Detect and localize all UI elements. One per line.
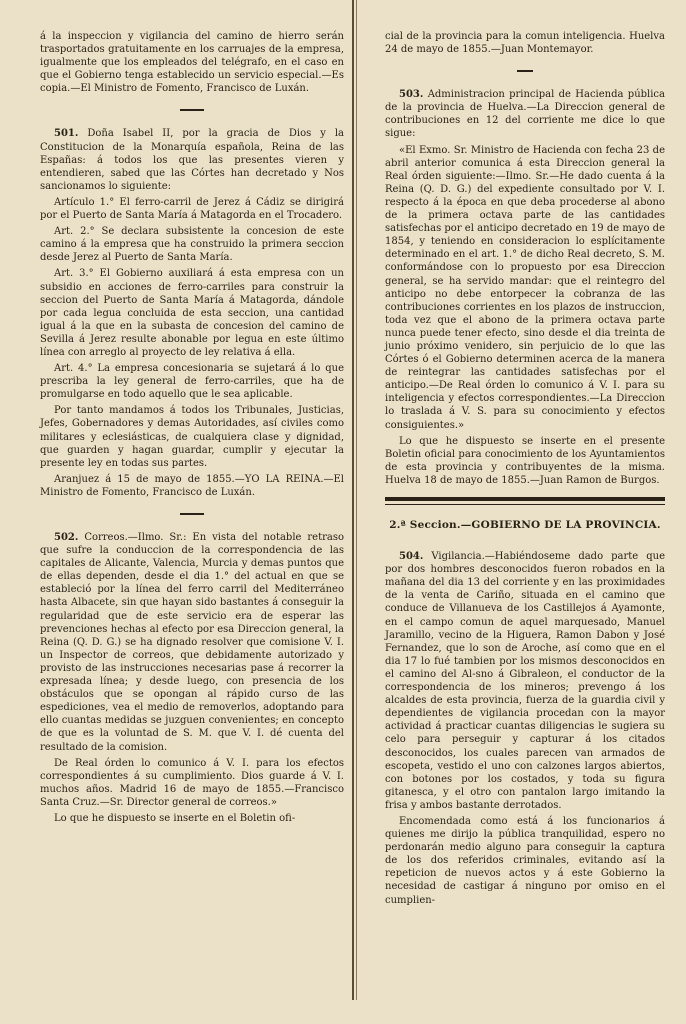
- article-number: 502.: [54, 532, 79, 543]
- paragraph: Lo que he dispuesto se inserte en el Boletin ofi-: [54, 812, 296, 824]
- section-heading: 2.ª Seccion.—GOBIERNO DE LA PROVINCIA.: [389, 519, 661, 531]
- column-divider-thin: [356, 0, 357, 1000]
- paragraph-text: Vigilancia.—Habiéndoseme dado parte que por dos hombres desconocidos fueron robados en la mañana del dia 13 del corriente y en las proximidades de la venta de Cariño, situada en el camino que conduce de Villanueva de los Castillejos á Ayamonte, en el campo comun de aquel marquesado, Manuel Jaramillo, vecino de la Higuera, Ramon Dabon y José Fernandez, que lo son de Aroche, así como que en el dia 17 lo fué tambien por los mismos desconocidos en el camino del Al-sno á Gibraleon, el conductor de la correspondencia de los mineros; prevengo á los alcaldes de esta provincia, fuerza de la guardia civil y dependientes de vigilancia procedan con la mayor actividad á practicar cuantas diligencias le sugiera su celo para perseguir y capturar á los citados desconocidos, los cuales parecen van armados de escopeta, vestido el uno con calzones largos abiertos, con botones por los costados, y toda su figura gitanesca, y el otro con pantalon largo imitando la frisa y ambos bastante derrotados.: [385, 551, 665, 811]
- right-column: [385, 30, 665, 910]
- paragraph: Art. 2.° Se declara subsistente la concesion de este camino á la empresa que ha construido la primera seccion desde Jerez al Puerto de Santa María.: [40, 226, 344, 264]
- paragraph: Art. 3.° El Gobierno auxiliará á esta empresa con un subsidio en acciones de ferro-carriles para construir la seccion del Puerto de Santa María á Matagorda, dándole por cada legua concluida de esta seccion, una cantidad igual á la que en la subasta de concesion del camino de Sevilla á Jerez resulte abonable por legua en este último línea con arreglo al proyecto de ley relativa á ella.: [40, 268, 344, 358]
- section-rule: [385, 497, 665, 501]
- paragraph: Art. 4.° La empresa concesionaria se sujetará á lo que prescriba la ley general de ferro-carriles, que ha de promulgarse en todo aquello que le sea aplicable.: [40, 363, 344, 401]
- paragraph: Por tanto mandamos á todos los Tribunales, Justicias, Jefes, Gobernadores y demas Autoridades, así civiles como militares y eclesiásticas, de cualquiera clase y dignidad, que guarden y hagan guardar, cumplir y ejecutar la presente ley en todas sus partes.: [40, 405, 344, 469]
- paragraph: [385, 88, 665, 140]
- paragraph-text: Doña Isabel II, por la gracia de Dios y la Constitucion de la Monarquía española, Reina de las Españas: á todos los que las presentes vieren y entendieren, sabed que las Córtes han decretado y Nos sancionamos lo siguiente:: [40, 128, 344, 192]
- paragraph: cial de la provincia para la comun inteligencia. Huelva 24 de mayo de 1855.—Juan Montemayor.: [385, 31, 665, 56]
- section-rule-thin: [385, 504, 665, 505]
- left-column: [40, 30, 344, 828]
- separator: [517, 70, 533, 72]
- paragraph: [40, 127, 344, 192]
- paragraph: Artículo 1.° El ferro-carril de Jerez á Cádiz se dirigirá por el Puerto de Santa María á Matagorda en el Trocadero.: [40, 196, 344, 222]
- article-number: 501.: [54, 128, 79, 140]
- article-number: 503.: [399, 89, 424, 101]
- paragraph: Lo que he dispuesto se inserte en el presente Boletin oficial para conocimiento de los Ayuntamientos de esta provincia y contribuyentes de la misma. Huelva 18 de mayo de 1855.—Juan Ramon de Burgos.: [385, 435, 665, 486]
- article-number: 504.: [399, 551, 424, 563]
- column-divider: [352, 0, 354, 1000]
- separator: [180, 109, 204, 111]
- paragraph: [385, 550, 665, 812]
- paragraph-text: Correos.—Ilmo. Sr.: En vista del notable retraso que sufre la conduccion de la correspondencia de las capitales de Alicante, Valencia, Murcia y demas puntos que de ellas dependen, desde el dia 1.° del actual en que se estableció por la línea del ferro carril del Mediterráneo hasta Albacete, sin que hayan sido bastantes á conseguir la regularidad que de este servicio era de esperar las prevenciones hechas al efecto por esa Direccion general, la Reina (Q. D. G.) se ha dignado resolver que comisione V. I. un Inspector de correos, que debidamente autorizado y provisto de las instrucciones necesarias pase á recorrer la expresada línea; y desde luego, con presencia de los obstáculos que se opongan al rápido curso de las espediciones, vea el medio de removerlos, adoptando para ello cuantas medidas se juzguen convenientes; en concepto de que es la voluntad de S. M. que V. I. dé cuenta del resultado de la comision.: [40, 532, 344, 753]
- paragraph: «El Exmo. Sr. Ministro de Hacienda con fecha 23 de abril anterior comunica á esta Direccion general la Real órden siguiente:—Ilmo. Sr.—He dado cuenta á la Reina (Q. D. G.) del expediente consultado por V. I. respecto á la época en que deba procederse al abono de la primera octava parte de las cantidades satisfechas por el anticipo decretado en 19 de mayo de 1854, y teniendo en consideracion lo esplícitamente determinado en el art. 1.° de dicho Real decreto, S. M. conformándose con lo propuesto por esa Direccion general, se ha servido mandar: que el reintegro del anticipo no debe entorpecer la cobranza de las contribuciones corrientes en los plazos de instruccion, toda vez que el abono de la primera octava parte nunca puede tener efecto, sino desde el dia treinta de junio próximo venidero, sin perjuicio de lo que las Córtes ó el Gobierno determinen acerca de la manera de reintegrar las cantidades satisfechas por el anticipo.—De Real órden lo comunico á V. I. para su inteligencia y efectos correspondientes.—La Direccion lo traslada á V. S. para su conocimiento y efectos consiguientes.»: [385, 144, 665, 431]
- paragraph-text: Administracion principal de Hacienda pública de la provincia de Huelva.—La Direccion general de contribuciones en 12 del corriente me dice lo que sigue:: [385, 89, 665, 140]
- separator: [180, 513, 204, 515]
- paragraph: á la inspeccion y vigilancia del camino de hierro serán trasportados gratuitamente en los carruajes de la empresa, igualmente que los empleados del telégrafo, en el caso en que el Gobierno tenga establecido un servicio especial.—Es copia.—El Ministro de Fomento, Francisco de Luxán.: [40, 31, 344, 95]
- paragraph: [40, 531, 344, 754]
- paragraph: De Real órden lo comunico á V. I. para los efectos correspondientes á su cumplimiento. Dios guarde á V. I. muchos años. Madrid 16 de mayo de 1855.—Francisco Santa Cruz.—Sr. Director general de correos.»: [40, 757, 344, 808]
- paragraph: Aranjuez á 15 de mayo de 1855.—YO LA REINA.—El Ministro de Fomento, Francisco de Luxán.: [40, 473, 344, 498]
- paragraph: Encomendada como está á los funcionarios á quienes me dirijo la pública tranquilidad, espero no perdonarán medio alguno para conseguir la captura de los dos referidos criminales, evitando así la repeticion de nuevos actos y á este Gobierno la necesidad de castigar á ninguno por omiso en el cumplien-: [385, 815, 665, 906]
